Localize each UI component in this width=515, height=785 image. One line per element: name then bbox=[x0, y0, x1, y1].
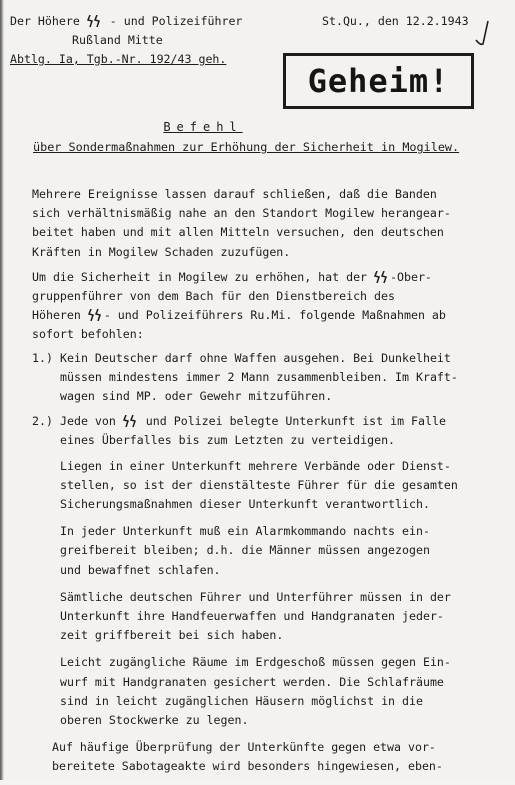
order-item-1 bbox=[32, 349, 502, 407]
document-title: Befehl bbox=[163, 120, 243, 134]
place-date: St.Qu., den 12.2.1943 bbox=[322, 14, 469, 28]
item-text: Jede von und Polizei belegte Unterkunft ist im Falle eines Überfalles bis zum Letzten zu verteidigen. bbox=[60, 414, 446, 448]
stamp-text: Geheim! bbox=[307, 62, 450, 100]
handwritten-mark-icon bbox=[475, 20, 489, 46]
item-number: 1.) bbox=[32, 350, 53, 365]
sender-block bbox=[10, 12, 242, 69]
item-number: 2.) bbox=[32, 414, 53, 429]
ss-runes-icon bbox=[374, 271, 390, 283]
subparagraph-alarm: In jeder Unterkunft muß ein Alarmkommando nachts ein- greifbereit bleiben; d.h. die Männer müssen angezogen und bewaffnet schlafen. bbox=[60, 524, 430, 577]
subparagraph-weapons: Sämtliche deutschen Führer und Unterführer müssen in der Unterkunft ihre Handfeuerwaffen und Handgranaten jeder- zeit griffbereit bei sich haben. bbox=[60, 589, 451, 643]
paragraph-intro: Mehrere Ereignisse lassen darauf schließen, daß die Banden sich verhältnismäßig nahe an den Standort Mogilew herangear- beitet haben und mit allen Mitteln versuchen, den deutschen Kräften in Mogilew Schaden zuzufügen. bbox=[32, 187, 451, 259]
ss-runes-icon bbox=[87, 15, 103, 27]
document-body bbox=[32, 185, 502, 785]
paragraph-order: Um die Sicherheit in Mogilew zu erhöhen, hat der -Ober- gruppenführer von dem Bach für den Dienstbereich des Höheren - und Polizeiführers Ru.Mi. folgende Maßnahmen ab sofort befohlen: bbox=[32, 269, 446, 342]
order-item-2 bbox=[32, 412, 502, 450]
ss-runes-icon bbox=[88, 309, 104, 321]
subparagraph-command: Liegen in einer Unterkunft mehrere Verbände oder Dienst- stellen, so ist der dienstälteste Führer für die gesamten Sicherungsmaßnahmen dieser Unterkunft verantwortlich. bbox=[60, 458, 458, 512]
reference-number: Abtlg. Ia, Tgb.-Nr. 192/43 geh. bbox=[10, 52, 227, 66]
subparagraph-inspection: Auf häufige Überprüfung der Unterkünfte gegen etwa vor- bereitete Sabotageakte wird besonders hingewiesen, eben- bbox=[52, 740, 443, 774]
subparagraph-rooms: Leicht zugängliche Räume im Erdgeschoß müssen gegen Ein- wurf mit Handgranaten gesichert werden. Die Schlafräume sind in leicht zugänglichen Häusern möglichst in die oberen Stockwerke zu legen. bbox=[60, 655, 451, 728]
ss-runes-icon bbox=[123, 415, 139, 427]
secret-stamp bbox=[283, 53, 474, 109]
document-subtitle: über Sondermaßnahmen zur Erhöhung der Sicherheit in Mogilew. bbox=[33, 140, 460, 154]
sender-line-2: Rußland Mitte bbox=[72, 33, 163, 47]
item-text: Kein Deutscher darf ohne Waffen ausgehen. Bei Dunkelheit müssen mindestens immer 2 Mann zusammenbleiben. Im Kraft- wagen sind MP. oder Gewehr mitzuführen. bbox=[60, 350, 458, 404]
sender-line-1: Der Höhere - und Polizeiführer bbox=[10, 14, 243, 28]
scan-edge-shadow bbox=[0, 0, 4, 780]
